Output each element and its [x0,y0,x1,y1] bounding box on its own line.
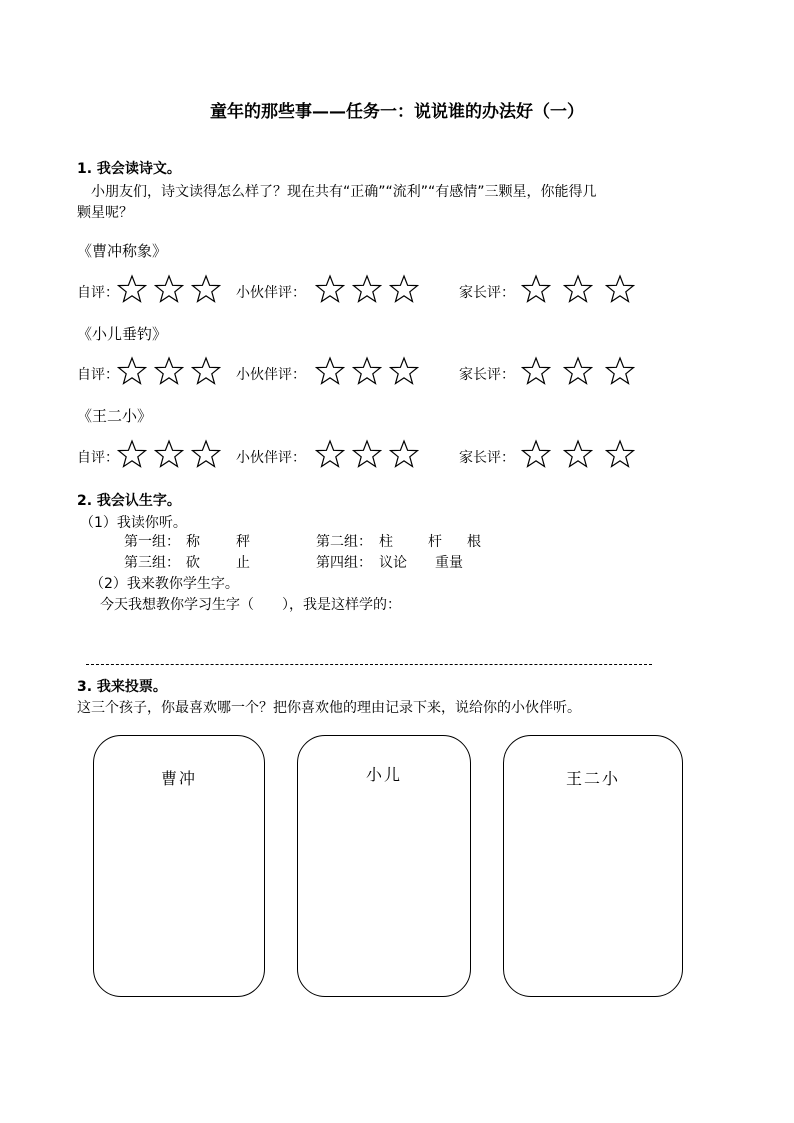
star-icon[interactable] [605,439,635,469]
rating-label-partner: 小伙伴评： [236,450,306,466]
section2-part2: （2）我来教你学生字。 [90,576,239,592]
teach-line: 今天我想教你学习生字（ ），我是这样学的： [100,597,401,613]
group-char: 重量 [435,555,463,571]
star-icon[interactable] [315,439,345,469]
star-icon[interactable] [191,439,221,469]
star-icon[interactable] [352,274,382,304]
vote-box-caochong[interactable] [93,735,265,997]
section1-intro-line2: 颗星呢？ [77,205,133,221]
rating-label-partner: 小伙伴评： [236,367,306,383]
star-icon[interactable] [563,274,593,304]
section1-intro-line1: 小朋友们，诗文读得怎么样了？现在共有“正确”“流利”“有感情”三颗星，你能得几 [91,184,597,200]
star-icon[interactable] [563,439,593,469]
rating-label-parent: 家长评： [459,285,515,301]
section1-heading: 1. 我会读诗文。 [77,161,181,177]
poem-title: 《小儿垂钓》 [77,325,168,343]
star-icon[interactable] [389,439,419,469]
star-icon[interactable] [154,274,184,304]
star-icon[interactable] [605,356,635,386]
star-rating [117,274,221,304]
page-title: 童年的那些事——任务一：说说谁的办法好（一） [210,102,584,122]
star-icon[interactable] [521,274,551,304]
group-char: 称 [186,534,200,550]
star-rating [521,356,635,386]
rating-label-parent: 家长评： [459,450,515,466]
star-rating [521,439,635,469]
star-icon[interactable] [117,356,147,386]
star-rating [117,439,221,469]
group-char: 柱 [379,534,393,550]
star-icon[interactable] [315,356,345,386]
vote-box-label: 王二小 [565,769,620,788]
group-char: 砍 [186,555,200,571]
rating-label-partner: 小伙伴评： [236,285,306,301]
star-icon[interactable] [154,439,184,469]
star-icon[interactable] [605,274,635,304]
star-rating [315,439,419,469]
rating-label-self: 自评： [77,285,119,301]
group-label: 第三组： [124,555,180,571]
group-char: 秤 [236,534,250,550]
group-label: 第一组： [124,534,180,550]
star-icon[interactable] [154,356,184,386]
star-rating [117,356,221,386]
vote-box-label: 小儿 [365,765,402,784]
section3-heading: 3. 我来投票。 [77,679,167,695]
group-label: 第四组： [316,555,372,571]
star-icon[interactable] [563,356,593,386]
poem-title: 《曹冲称象》 [77,242,168,260]
rating-label-self: 自评： [77,450,119,466]
star-icon[interactable] [191,274,221,304]
star-icon[interactable] [117,439,147,469]
star-icon[interactable] [389,274,419,304]
vote-box-wangerxiao[interactable] [503,735,683,997]
rating-label-self: 自评： [77,367,119,383]
star-icon[interactable] [117,274,147,304]
star-icon[interactable] [389,356,419,386]
star-rating [521,274,635,304]
group-char: 杆 [428,534,442,550]
poem-title: 《王二小》 [77,407,153,425]
group-char: 议论 [379,555,407,571]
section3-prompt: 这三个孩子，你最喜欢哪一个？把你喜欢他的理由记录下来，说给你的小伙伴听。 [77,700,581,716]
group-label: 第二组： [316,534,372,550]
rating-label-parent: 家长评： [459,367,515,383]
group-char: 根 [467,534,481,550]
star-icon[interactable] [521,356,551,386]
star-icon[interactable] [521,439,551,469]
star-rating [315,274,419,304]
group-char: 止 [236,555,250,571]
answer-line[interactable] [86,664,652,665]
star-icon[interactable] [315,274,345,304]
section2-part1: （1）我读你听。 [80,515,187,531]
vote-box-xiaoer[interactable] [297,735,471,997]
vote-box-label: 曹冲 [160,769,197,788]
star-icon[interactable] [352,439,382,469]
star-rating [315,356,419,386]
section2-heading: 2. 我会认生字。 [77,493,181,509]
star-icon[interactable] [352,356,382,386]
star-icon[interactable] [191,356,221,386]
